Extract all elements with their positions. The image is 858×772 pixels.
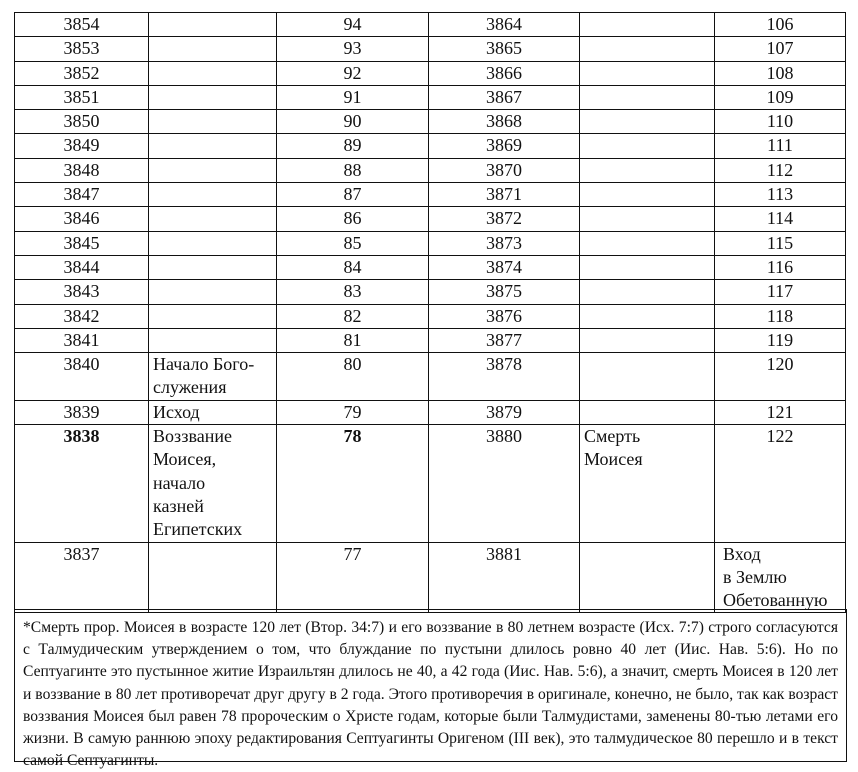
year-cell: 3879	[429, 400, 580, 424]
event-cell	[580, 110, 715, 134]
year-cell: 3849	[15, 134, 149, 158]
year-cell: 3867	[429, 85, 580, 109]
event-cell	[149, 183, 277, 207]
event-cell: Исход	[149, 400, 277, 424]
age-cell: 117	[715, 280, 846, 304]
event-cell	[580, 328, 715, 352]
year-cell: 3847	[15, 183, 149, 207]
year-cell: 3848	[15, 158, 149, 182]
event-cell	[149, 61, 277, 85]
event-cell	[149, 255, 277, 279]
year-cell: 3864	[429, 13, 580, 37]
age-cell: 91	[277, 85, 429, 109]
age-cell: 107	[715, 37, 846, 61]
table-row	[15, 61, 846, 85]
event-cell	[149, 542, 277, 613]
year-cell: 3850	[15, 110, 149, 134]
age-cell: 121	[715, 400, 846, 424]
table-row	[15, 85, 846, 109]
chronology-table	[14, 12, 846, 613]
table-row	[15, 328, 846, 352]
year-cell: 3877	[429, 328, 580, 352]
event-cell	[580, 61, 715, 85]
age-cell: 93	[277, 37, 429, 61]
year-cell: 3868	[429, 110, 580, 134]
year-cell: 3875	[429, 280, 580, 304]
table-row	[15, 13, 846, 37]
table-body	[15, 13, 846, 613]
event-cell	[580, 85, 715, 109]
event-cell	[580, 207, 715, 231]
age-cell: Вход в Землю Обетованную	[715, 542, 846, 613]
age-cell: 94	[277, 13, 429, 37]
event-cell	[580, 255, 715, 279]
event-cell	[580, 231, 715, 255]
table-row	[15, 542, 846, 613]
event-cell	[149, 304, 277, 328]
year-cell: 3881	[429, 542, 580, 613]
age-cell: 81	[277, 328, 429, 352]
year-cell: 3844	[15, 255, 149, 279]
age-cell: 113	[715, 183, 846, 207]
year-cell: 3871	[429, 183, 580, 207]
age-cell: 79	[277, 400, 429, 424]
event-cell	[149, 231, 277, 255]
year-cell: 3876	[429, 304, 580, 328]
year-cell: 3880	[429, 425, 580, 542]
table-row	[15, 353, 846, 401]
event-cell	[149, 37, 277, 61]
age-cell: 83	[277, 280, 429, 304]
age-cell: 122	[715, 425, 846, 542]
year-cell: 3870	[429, 158, 580, 182]
event-cell	[149, 328, 277, 352]
table-row	[15, 158, 846, 182]
age-cell: 80	[277, 353, 429, 401]
age-cell: 78	[277, 425, 429, 542]
year-cell: 3852	[15, 61, 149, 85]
year-cell: 3842	[15, 304, 149, 328]
event-cell	[149, 158, 277, 182]
age-cell: 92	[277, 61, 429, 85]
event-cell	[580, 400, 715, 424]
table-row	[15, 280, 846, 304]
age-cell: 109	[715, 85, 846, 109]
table-row	[15, 207, 846, 231]
age-cell: 111	[715, 134, 846, 158]
year-cell: 3837	[15, 542, 149, 613]
age-cell: 88	[277, 158, 429, 182]
age-cell: 118	[715, 304, 846, 328]
table-row	[15, 37, 846, 61]
year-cell: 3854	[15, 13, 149, 37]
event-cell	[580, 158, 715, 182]
year-cell: 3873	[429, 231, 580, 255]
table-row	[15, 255, 846, 279]
event-cell	[149, 207, 277, 231]
footnote: *Смерть прор. Моисея в возрасте 120 лет (Втор. 34:7) и его воззвание в 80 летнем возрасте (Исх. 7:7) строго согласуются с Талмудическим утверждением о том, что блуждание по пустыни длилось ровно 40 лет (Иис. Нав. 5:6). Но по Септуагинте это пустынное житие Израильтян длилось не 40, а 42 года (Иис. Нав. 5:6), а значит, смерть Моисея в 120 лет и воззвание в 80 лет противоречат друг другу в 2 года. Этого противоречия в оригинале, конечно, не было, так как возраст воззвания Моисея был равен 78 пророческим о Христе годам, которые были Талмудистами, заменены 80-тью летами его жизни. В самую раннюю эпоху редактирования Септуагинты Оригеном (III век), это талмудическое 80 перешло и в текст самой Септуагинты.	[14, 609, 847, 762]
table-row	[15, 110, 846, 134]
year-cell: 3866	[429, 61, 580, 85]
event-cell: Воззвание Моисея, начало казней Египетских	[149, 425, 277, 542]
year-cell: 3845	[15, 231, 149, 255]
age-cell: 77	[277, 542, 429, 613]
age-cell: 90	[277, 110, 429, 134]
event-cell	[580, 183, 715, 207]
table-row	[15, 304, 846, 328]
age-cell: 106	[715, 13, 846, 37]
event-cell	[149, 280, 277, 304]
age-cell: 85	[277, 231, 429, 255]
age-cell: 115	[715, 231, 846, 255]
year-cell: 3878	[429, 353, 580, 401]
age-cell: 108	[715, 61, 846, 85]
event-cell	[149, 13, 277, 37]
event-cell: Смерть Моисея	[580, 425, 715, 542]
event-cell: Начало Бого- служения	[149, 353, 277, 401]
year-cell: 3843	[15, 280, 149, 304]
table-row	[15, 183, 846, 207]
event-cell	[149, 85, 277, 109]
year-cell: 3841	[15, 328, 149, 352]
age-cell: 82	[277, 304, 429, 328]
event-cell	[580, 134, 715, 158]
age-cell: 89	[277, 134, 429, 158]
age-cell: 86	[277, 207, 429, 231]
age-cell: 84	[277, 255, 429, 279]
year-cell: 3874	[429, 255, 580, 279]
year-cell: 3846	[15, 207, 149, 231]
event-cell	[580, 37, 715, 61]
year-cell: 3840	[15, 353, 149, 401]
age-cell: 116	[715, 255, 846, 279]
year-cell: 3869	[429, 134, 580, 158]
year-cell: 3838	[15, 425, 149, 542]
age-cell: 120	[715, 353, 846, 401]
year-cell: 3839	[15, 400, 149, 424]
table-row	[15, 134, 846, 158]
event-cell	[580, 542, 715, 613]
event-cell	[580, 304, 715, 328]
event-cell	[149, 134, 277, 158]
year-cell: 3851	[15, 85, 149, 109]
table-row	[15, 231, 846, 255]
table-row	[15, 425, 846, 542]
age-cell: 112	[715, 158, 846, 182]
year-cell: 3853	[15, 37, 149, 61]
age-cell: 114	[715, 207, 846, 231]
event-cell	[580, 353, 715, 401]
age-cell: 119	[715, 328, 846, 352]
age-cell: 110	[715, 110, 846, 134]
year-cell: 3865	[429, 37, 580, 61]
event-cell	[580, 13, 715, 37]
event-cell	[580, 280, 715, 304]
age-cell: 87	[277, 183, 429, 207]
event-cell	[149, 110, 277, 134]
table-row	[15, 400, 846, 424]
year-cell: 3872	[429, 207, 580, 231]
